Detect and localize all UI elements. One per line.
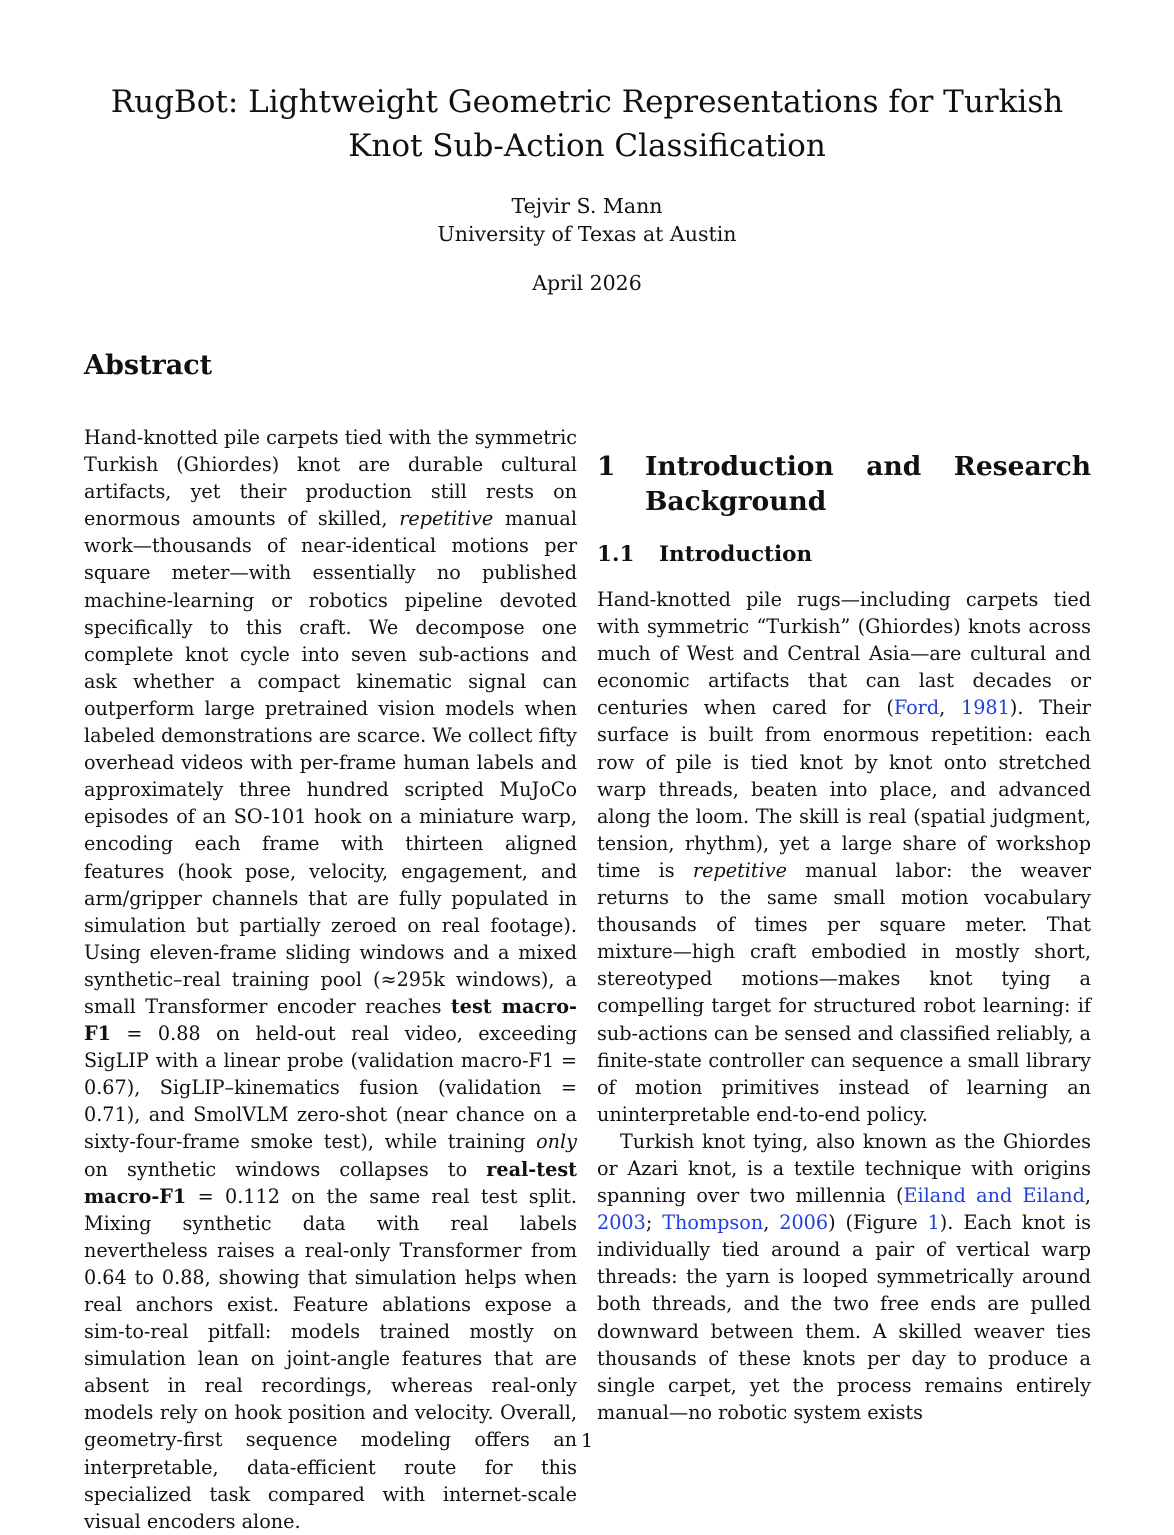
intro-p1-text-c: manual labor: the weaver returns to the same small motion vocabulary thousands of times per square meter. That mixture—high craft embodied in mostly short, stereotyped motions—makes knot tying a compelling target for structured robot learning: if sub-actions can be sensed and classified reliably, a finite-state controller can sequence a small library of motion primitives instead of learning an uninterpretable end-to-end policy. (597, 858, 1091, 1126)
section-number: 1 (597, 451, 616, 482)
intro-p2-text-a: Turkish knot tying, also known as the Ghiordes or Azari knot, is a textile technique with origins spanning over two millennia ( (597, 1129, 1091, 1208)
author-name: Tejvir S. Mann (511, 194, 663, 218)
citation-list-separator: ; (645, 1211, 663, 1235)
subsection-1-1-heading (597, 541, 1091, 569)
abstract-bold-real-test-macro-f1: real-test macro-F1 (84, 1157, 577, 1208)
intro-p1-text-a: Hand-knotted pile rugs—including carpets tied with symmetric “Turkish” (Ghiordes) knots across much of West and Central Asia—are cultural and economic artifacts that can last decades or centuries when cared for ( (597, 588, 1091, 720)
abstract-text-1: Hand-knotted pile carpets tied with the symmetric Turkish (Ghiordes) knot are durable cultural artifacts, yet their production still rests on enormous amounts of skilled, (84, 426, 577, 531)
figure-1-reference[interactable]: 1 (927, 1211, 940, 1235)
intro-paragraph-1 (597, 586, 1091, 1128)
subsection-number: 1.1 (597, 542, 635, 567)
abstract-text-4: on synthetic windows collapses to (84, 1157, 487, 1181)
abstract-text-3: = 0.88 on held-out real video, exceeding SigLIP with a linear probe (validation macro-F1 = 0.67), SigLIP–kinematics fusion (validation = 0.71), and SmolVLM zero-shot (near chance on a sixty-four-frame smoke test), while training (84, 1022, 577, 1154)
citation-ford-name[interactable]: Ford (893, 696, 940, 720)
citation-separator: , (1084, 1184, 1091, 1208)
intro-p1-emphasis: repetitive (692, 858, 787, 882)
section-1-heading (597, 449, 1091, 519)
page-number: 1 (580, 1430, 594, 1452)
citation-eiland-year[interactable]: 2003 (597, 1211, 646, 1235)
abstract-bold-test-macro-f1: test macro-F1 (84, 994, 577, 1046)
left-column (84, 348, 577, 1535)
abstract-text-2: manual work—thousands of near-identical motions per square meter—with essentially no published machine-learning or robotics pipeline devoted specifically to this craft. We decompose one complete knot cycle into seven sub-actions and ask whether a compact kinematic signal can outperform large pretrained vision models when labeled demonstrations are scarce. We collect fifty overhead videos with per-frame human labels and approximately three hundred scripted MuJoCo episodes of an SO-101 hook on a miniature warp, encoding each frame with thirteen aligned features (hook pose, velocity, engagement, and arm/gripper channels that are fully populated in simulation but partially zeroed on real footage). Using eleven-frame sliding windows and a mixed synthetic–real training pool (≈295k windows), a small Transformer encoder reaches (84, 507, 577, 1018)
citation-thompson-year[interactable]: 2006 (779, 1211, 829, 1235)
paper-title: RugBot: Lightweight Geometric Representations for Turkish Knot Sub-Action Classification (110, 84, 1064, 164)
abstract-emphasis-only: only (536, 1130, 577, 1154)
section-title: Introduction and Research Background (645, 451, 1091, 517)
abstract-heading: Abstract (84, 350, 213, 381)
intro-p2-text-b: ) (Figure (828, 1211, 928, 1235)
right-column (597, 354, 1091, 1426)
author-affiliation: University of Texas at Austin (437, 222, 737, 246)
subsection-title: Introduction (659, 542, 813, 567)
citation-thompson-name[interactable]: Thompson (662, 1211, 764, 1235)
intro-p2-text-c: ). Each knot is individually tied around a pair of vertical warp threads: the yarn is looped symmetrically around both threads, and the two free ends are pulled downward between them. A skilled weaver ties thousands of these knots per day to produce a single carpet, yet the process remains entirely manual—no robotic system exists (597, 1211, 1091, 1424)
citation-eiland-name[interactable]: Eiland and Eiland (903, 1184, 1085, 1208)
intro-paragraph-2 (597, 1128, 1091, 1426)
intro-p1-text-b: ). Their surface is built from enormous repetition: each row of pile is tied knot by knot onto stretched warp threads, beaten into place, and advanced along the loom. The skill is real (spatial judgment, tension, rhythm), yet a large share of workshop time is (597, 696, 1091, 882)
citation-ford-year[interactable]: 1981 (960, 696, 1010, 720)
paper-date: April 2026 (532, 271, 642, 295)
abstract-body (84, 424, 577, 1535)
citation-separator: , (763, 1211, 780, 1235)
abstract-text-5: = 0.112 on the same real test split. Mixing synthetic data with real labels nevertheless raises a real-only Transformer from 0.64 to 0.88, showing that simulation helps when real anchors exist. Feature ablations expose a sim-to-real pitfall: models trained mostly on simulation lean on joint-angle features that are absent in real recordings, whereas real-only models rely on hook position and velocity. Overall, geometry-first sequence modeling offers an interpretable, data-efficient route for this specialized task compared with internet-scale visual encoders alone. (84, 1184, 577, 1533)
citation-separator: , (939, 696, 961, 720)
abstract-emphasis-repetitive: repetitive (399, 507, 494, 531)
